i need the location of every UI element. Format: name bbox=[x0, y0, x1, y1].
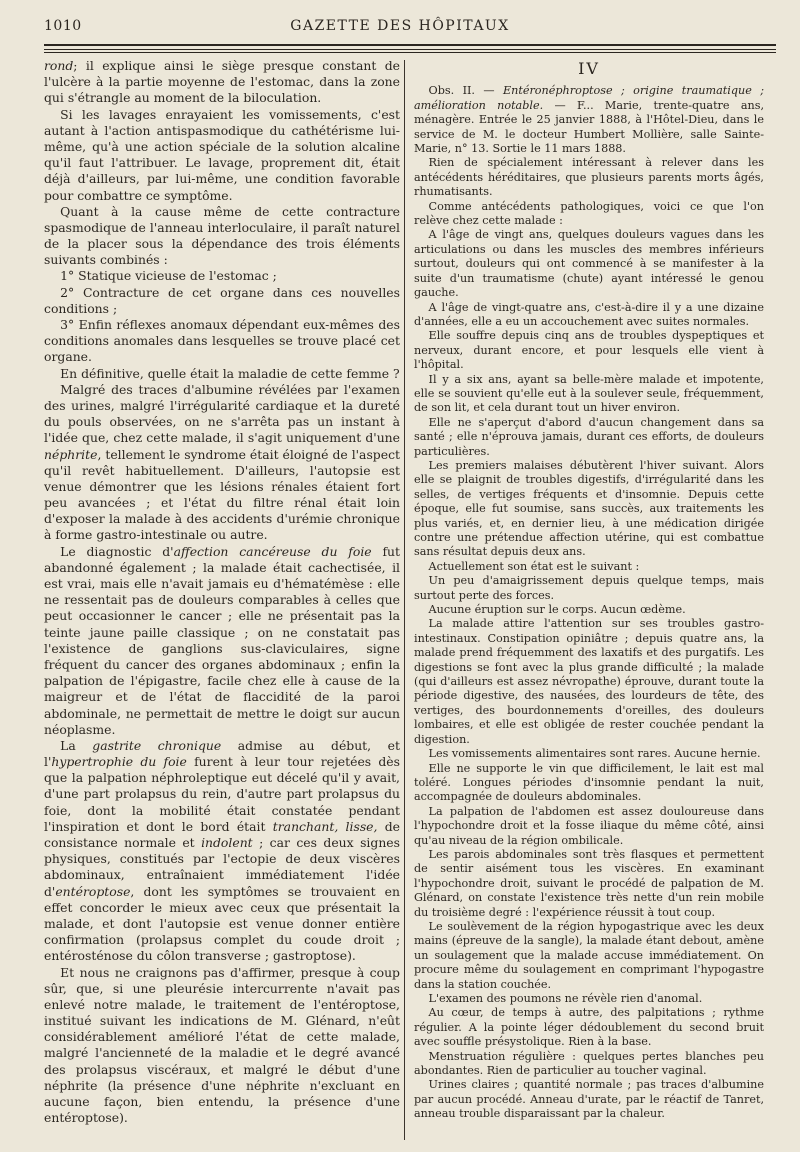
text-run: admise au début, et l' bbox=[44, 737, 400, 770]
text-run: Elle ne supporte le vin que difficilement, le lait est mal toléré. Longues périodes d'insomnie pendant la nuit, accompagnée de douleurs abdominales. bbox=[414, 761, 764, 804]
right-paragraphs bbox=[414, 84, 764, 1121]
paragraph bbox=[44, 58, 400, 107]
paragraph bbox=[44, 544, 400, 738]
text-run: ; il explique ainsi le siège presque constant de l'ulcère à la partie moyenne de l'estomac, dans la zone qui s'étrangle au moment de la biloculation. bbox=[44, 58, 400, 106]
italic-text: affection cancéreuse du foie bbox=[173, 543, 372, 559]
text-run: Rien de spécialement intéressant à relever dans les antécédents héréditaires, que plusieurs parents morts âgés, rhumatisants. bbox=[414, 156, 764, 199]
italic-text: hypertrophie du foie bbox=[51, 754, 187, 770]
left-column bbox=[44, 58, 400, 1126]
paragraph bbox=[414, 84, 764, 156]
paragraph bbox=[44, 738, 400, 965]
italic-text: entéroptose bbox=[55, 883, 131, 899]
text-run: 3° Enfin réflexes anomaux dépendant eux-mêmes des conditions anomales dans lesquelles se trouve placé cet organe. bbox=[44, 317, 400, 365]
paragraph bbox=[414, 1078, 764, 1121]
paragraph bbox=[414, 747, 764, 761]
right-column bbox=[414, 58, 764, 1122]
paragraph bbox=[414, 301, 764, 330]
text-run: Les vomissements alimentaires sont rares. Aucune hernie. bbox=[428, 747, 761, 761]
text-run: L'examen des poumons ne révèle rien d'anomal. bbox=[428, 992, 703, 1005]
header-rule bbox=[44, 44, 776, 46]
italic-text: Entéronéphroptose ; origine traumatique ; amélioration notable. bbox=[414, 84, 764, 112]
text-run: 1° Statique vicieuse de l'estomac ; bbox=[60, 268, 277, 284]
paragraph bbox=[44, 285, 400, 317]
text-run: La malade attire l'attention sur ses troubles gastro-intestinaux. Constipation opiniâtre ; depuis quatre ans, la malade prend fréquemment des laxatifs et des purgatifs. Les digestions se font avec la plus grande difficulté ; la malade (qui d'ailleurs est assez névropathe) éprouve, durant toute la période digestive, des nausées, des lourdeurs de tête, des vertiges, des bourdonnements d'oreilles, des douleurs lombaires, et elle est obligée de rester couchée pendant la digestion. bbox=[414, 617, 764, 746]
paragraph bbox=[414, 574, 764, 603]
text-run: La palpation de l'abdomen est assez douloureuse dans l'hypochondre droit et la fosse iliaque du même côté, ainsi qu'au niveau de la région ombilicale. bbox=[414, 804, 764, 847]
paragraph bbox=[44, 107, 400, 204]
text-run: La bbox=[60, 737, 93, 753]
paragraph bbox=[414, 762, 764, 805]
header-rule bbox=[44, 49, 776, 50]
text-run: Il y a six ans, ayant sa belle-mère malade et impotente, elle se souvient qu'elle eut à la soulever seule, fréquemment, de son lit, et cela durant tout un hiver environ. bbox=[414, 372, 764, 415]
text-run: Au cœur, de temps à autre, des palpitations ; rythme régulier. A la pointe léger dédoublement du second bruit avec souffle présystolique. Rien à la base. bbox=[414, 1006, 764, 1049]
paragraph bbox=[414, 992, 764, 1006]
paragraph bbox=[414, 200, 764, 229]
italic-text: rond bbox=[44, 58, 74, 73]
text-run: Le soulèvement de la région hypogastrique avec les deux mains (épreuve de la sangle), la malade étant debout, amène un soulagement que la malade accuse immédiatement. On procure même du soulagement en comprimant l'hypogastre dans la station couchée. bbox=[414, 919, 764, 991]
text-run: A l'âge de vingt-quatre ans, c'est-à-dire il y a une dizaine d'années, elle a eu un accouchement avec suites normales. bbox=[414, 300, 764, 328]
text-run: Les parois abdominales sont très flasques et permettent de sentir aisément tous les viscères. En examinant l'hypochondre droit, suivant le procédé de palpation de M. Glénard, on constate l'existence très nette d'un rein mobile du troisième degré : l'expérience réussit à tout coup. bbox=[414, 847, 764, 919]
text-run: Et nous ne craignons pas d'affirmer, presque à coup sûr, que, si une pleurésie intercurrente n'avait pas enlevé notre malade, le traitement de l'entéroptose, institué suivant les indications de M. Glénard, n'eût considérablement amélioré l'état de cette malade, malgré l'ancienneté de la maladie et le degré avancé des prolapsus viscéraux, et malgré le début d'une néphrite (la présence d'une néphrite n'excluant en aucune façon, bien entendu, la présence d'une entéroptose). bbox=[44, 964, 400, 1126]
paragraph bbox=[44, 204, 400, 269]
text-run: ; car ces deux signes physiques, constitués par l'ectopie de deux viscères abdominaux, entraînaient immédiatement l'idée d' bbox=[44, 835, 400, 899]
paragraph bbox=[414, 920, 764, 992]
italic-text: néphrite bbox=[44, 446, 98, 462]
text-run: furent à leur tour rejetées dès que la palpation néphroleptique eut décelé qu'il y avait, d'une part prolapsus du rein, d'autre part prolapsus du foie, dont la mobilité était constatée pendant l'inspiration et dont le bord était bbox=[44, 754, 400, 834]
text-run: Aucune éruption sur le corps. Aucun œdème. bbox=[428, 603, 686, 617]
paragraph bbox=[414, 373, 764, 416]
paragraph bbox=[414, 560, 764, 574]
paragraph bbox=[414, 1006, 764, 1049]
text-run: — F... Marie, trente-quatre ans, ménagère. Entrée le 25 janvier 1888, à l'Hôtel-Dieu, dans le service de M. le docteur Humbert Mollière, salle Sainte-Marie, n° 13. Sortie le 11 mars 1888. bbox=[414, 98, 765, 156]
paragraph bbox=[44, 268, 400, 284]
text-run: , dont les symptômes se trouvaient en effet concorder le mieux avec ceux que présentait la malade, et dont l'autopsie est venue donner entière confirmation (prolapsus complet du coude droit ; entérosténose du côlon transverse ; gastroptose). bbox=[44, 883, 400, 964]
paragraph bbox=[414, 617, 764, 747]
column-divider bbox=[404, 60, 405, 1140]
text-run: Si les lavages enrayaient les vomissements, c'est autant à l'action antispasmodique du cathétérisme lui-même, qu'à une action spéciale de la solution alcaline qu'il faut l'attribuer. Le lavage, proprement dit, était déjà d'ailleurs, par lui-même, une condition favorable pour combattre ce symptôme. bbox=[44, 106, 400, 203]
text-run: En définitive, quelle était la maladie de cette femme ? bbox=[60, 365, 400, 381]
paragraph bbox=[414, 228, 764, 300]
text-run: Elle ne s'aperçut d'abord d'aucun changement dans sa santé ; elle n'éprouva jamais, durant ces efforts, de douleurs particulières. bbox=[414, 415, 764, 458]
italic-text: indolent bbox=[201, 835, 253, 850]
paragraph bbox=[414, 848, 764, 920]
text-run: fut abandonné également ; la malade était cachectisée, il est vrai, mais elle n'avait jamais eu d'hématémèse : elle ne ressentait pas de douleurs comparables à celles que peut occasionner le cancer ; elle ne présentait pas la teinte jaune paille classique ; on ne constatait pas l'existence de ganglions sus-claviculaires, signe fréquent du cancer des organes abdominaux ; enfin la palpation de l'épigastre, facile chez elle à cause de la maigreur et de l'état de flaccidité de la paroi abdominale, ne permettait de mettre le doigt sur aucun néoplasme. bbox=[44, 543, 400, 737]
text-run: Malgré des traces d'albumine révélées par l'examen des urines, malgré l'irrégularité cardiaque et la dureté du pouls observées, on ne s'arrêta pas un instant à l'idée que, chez cette malade, il s'agit uniquement d'une bbox=[44, 381, 400, 446]
running-header bbox=[0, 18, 800, 40]
text-run: Les premiers malaises débutèrent l'hiver suivant. Alors elle se plaignit de troubles digestifs, d'irrégularité dans les selles, de vertiges fréquents et d'insomnie. Depuis cette époque, elle fut soumise, sans succès, aux traitements les plus variés, et, en dernier lieu, à une médication dirigée contre une prétendue affection utérine, qui est combattue sans résultat depuis deux ans. bbox=[414, 458, 764, 559]
paragraph bbox=[414, 805, 764, 848]
paragraph bbox=[44, 965, 400, 1127]
page-number: 1010 bbox=[44, 18, 82, 34]
paragraph bbox=[414, 329, 764, 372]
text-run: Obs. II. — bbox=[428, 84, 503, 98]
paragraph bbox=[44, 382, 400, 544]
text-run: A l'âge de vingt ans, quelques douleurs vagues dans les articulations ou dans les muscles des membres inférieurs surtout, douleurs qui ont commencé à se manifester à la suite d'un traumatisme (chute) ayant intéressé le genou gauche. bbox=[414, 228, 764, 300]
paragraph bbox=[414, 156, 764, 199]
header-rule bbox=[44, 52, 776, 53]
text-run: Urines claires ; quantité normale ; pas traces d'albumine par aucun procédé. Anneau d'urate, par le réactif de Tanret, anneau trouble disparaissant par la chaleur. bbox=[414, 1078, 764, 1121]
paragraph bbox=[414, 459, 764, 560]
text-run: Menstruation régulière : quelques pertes blanches peu abondantes. Rien de particulier au toucher vaginal. bbox=[414, 1049, 764, 1078]
paragraph bbox=[44, 366, 400, 382]
text-run: Quant à la cause même de cette contracture spasmodique de l'anneau interloculaire, il paraît naturel de la placer sous la dépendance des trois éléments suivants combinés : bbox=[44, 203, 400, 268]
italic-text: tranchant, lisse, bbox=[272, 818, 378, 834]
italic-text: gastrite chronique bbox=[92, 737, 222, 753]
text-run: , tellement le syndrome était éloigné de l'aspect qu'il revêt habituellement. D'ailleurs, l'autopsie est venue démontrer que les lésions rénales étaient fort peu avancées ; et l'état du filtre rénal était loin d'exposer la malade à des accidents d'urémie chronique à forme gastro-intestinale ou autre. bbox=[44, 446, 400, 543]
text-run: Comme antécédents pathologiques, voici ce que l'on relève chez cette malade : bbox=[414, 199, 764, 228]
text-run: Actuellement son état est le suivant : bbox=[428, 559, 640, 573]
text-run: Elle souffre depuis cinq ans de troubles dyspeptiques et nerveux, durant encore, et pour lesquels elle vient à l'hôpital. bbox=[414, 329, 764, 372]
section-heading: IV bbox=[578, 59, 600, 78]
paragraph bbox=[414, 603, 764, 617]
paragraph bbox=[44, 317, 400, 366]
text-run: Un peu d'amaigrissement depuis quelque temps, mais surtout perte des forces. bbox=[414, 574, 764, 602]
text-run: Le diagnostic d' bbox=[60, 543, 174, 559]
paragraph bbox=[414, 1050, 764, 1079]
paragraph bbox=[414, 416, 764, 459]
journal-title: GAZETTE DES HÔPITAUX bbox=[290, 18, 510, 34]
text-run: 2° Contracture de cet organe dans ces nouvelles conditions ; bbox=[44, 284, 400, 316]
text-run: de consistance normale et bbox=[44, 818, 400, 850]
